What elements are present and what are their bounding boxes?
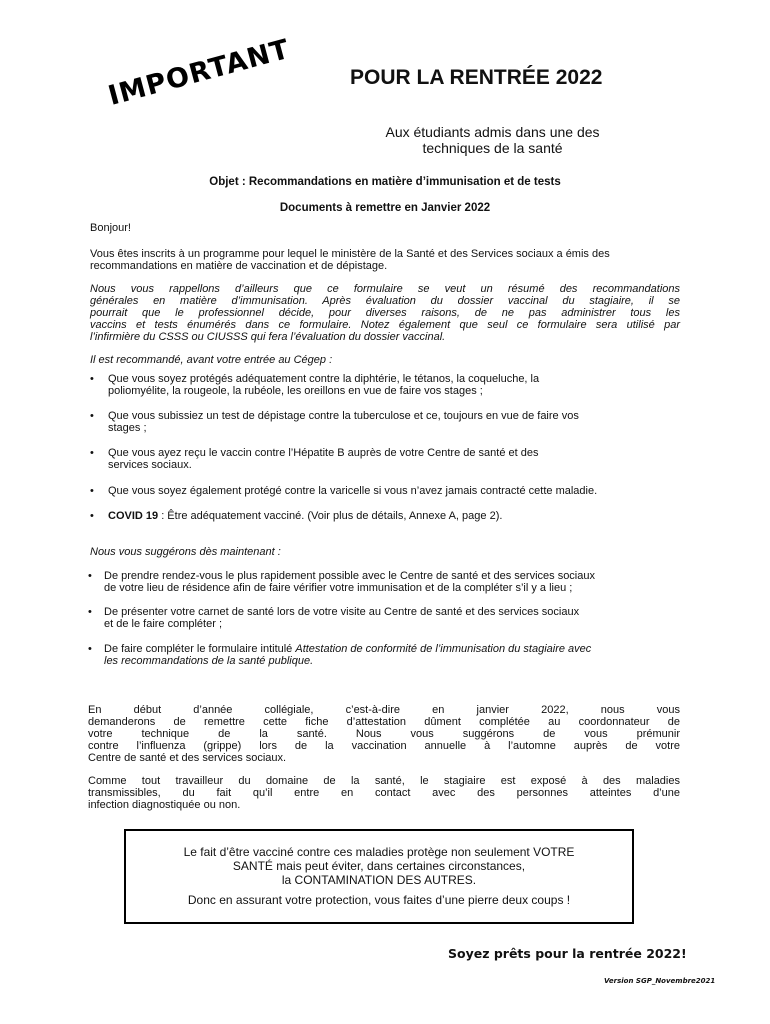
item-line: et de le faire compléter ; — [104, 618, 223, 630]
item-line: services sociaux. — [108, 459, 192, 471]
item-line: de votre lieu de résidence afin de faire vérifier votre immunisation et de la compléter s’il y a lieu ; — [104, 582, 573, 594]
reminder-line: générales en matière d’immunisation. Après évaluation du dossier vaccinal du stagiaire, il se — [90, 295, 680, 307]
subject-line: Objet : Recommandations en matière d’immunisation et de tests — [209, 176, 561, 188]
reminder-line: l’infirmière du CSSS ou CIUSSS qui fera l’évaluation du dossier vaccinal. — [90, 331, 446, 343]
bullet-icon: • — [90, 447, 94, 459]
item-line: De prendre rendez-vous le plus rapidement possible avec le Centre de santé et des services sociaux — [104, 570, 595, 582]
callout-line: Le fait d’être vacciné contre ces maladies protège non seulement VOTRE — [183, 845, 575, 859]
form-title: Attestation de conformité de l’immunisation du stagiaire avec — [295, 643, 592, 655]
bullet-icon: • — [88, 570, 92, 582]
item-line: Que vous ayez reçu le vaccin contre l’Hépatite B auprès de votre Centre de santé et des — [108, 447, 539, 459]
bullet-icon: • — [90, 485, 94, 497]
paragraph-line: contre l’influenza (grippe) lors de la vaccination annuelle à l’automne auprès de votre — [88, 740, 680, 752]
reminder-line: pourrait que le professionnel décide, pour diverses raisons, de ne pas administrer tous les — [90, 307, 680, 319]
subtitle-line: techniques de la santé — [422, 140, 563, 156]
paragraph-line: infection diagnostiquée ou non. — [88, 799, 241, 811]
intro-line: recommandations en matière de vaccination et de dépistage. — [90, 260, 388, 272]
greeting: Bonjour! — [90, 222, 131, 234]
form-title: les recommandations de la santé publique. — [104, 655, 314, 667]
worker-paragraph — [88, 775, 680, 811]
item-line: poliomyélite, la rougeole, la rubéole, les oreillons en vue de faire vos stages ; — [108, 385, 483, 397]
covid-text: : Être adéquatement vacciné. (Voir plus de détails, Annexe A, page 2). — [158, 510, 503, 522]
item-text: De faire compléter le formulaire intitulé — [104, 643, 296, 655]
january-paragraph — [88, 704, 680, 764]
vaccination-callout-box — [124, 829, 634, 924]
closing-line: Soyez prêts pour la rentrée 2022! — [448, 946, 687, 961]
reminder-line: Nous vous rappellons d’ailleurs que ce formulaire se veut un résumé des recommandations — [90, 283, 680, 295]
paragraph-line: En début d’année collégiale, c’est-à-dire en janvier 2022, nous vous — [88, 704, 680, 716]
recommended-heading: Il est recommandé, avant votre entrée au Cégep : — [90, 354, 333, 366]
covid-label: COVID 19 — [108, 510, 159, 522]
item-line: De présenter votre carnet de santé lors de votre visite au Centre de santé et des services sociaux — [104, 606, 580, 618]
callout-line: SANTÉ mais peut éviter, dans certaines circonstances, — [232, 859, 526, 873]
subtitle — [320, 124, 665, 156]
item-line: Que vous soyez protégés adéquatement contre la diphtérie, le tétanos, la coqueluche, la — [108, 373, 540, 385]
bullet-icon: • — [90, 373, 94, 385]
important-stamp: IMPORTANT — [105, 33, 294, 112]
paragraph-line: transmissibles, du fait qu’il entre en contact avec des personnes atteintes d’une — [88, 787, 680, 799]
reminder-paragraph — [90, 283, 680, 343]
bullet-icon: • — [88, 643, 92, 655]
item-line: Que vous subissiez un test de dépistage contre la tuberculose et ce, toujours en vue de faire vos — [108, 410, 579, 422]
item-line: Que vous soyez également protégé contre la varicelle si vous n’avez jamais contracté cette maladie. — [108, 485, 598, 497]
callout-line: la CONTAMINATION DES AUTRES. — [281, 873, 477, 887]
subtitle-line: Aux étudiants admis dans une des — [385, 124, 600, 140]
paragraph-line: Comme tout travailleur du domaine de la santé, le stagiaire est exposé à des maladies — [88, 775, 680, 787]
version-label: Version SGP_Novembre2021 — [604, 977, 716, 985]
item-line: stages ; — [108, 422, 147, 434]
paragraph-line: Centre de santé et des services sociaux. — [88, 752, 287, 764]
bullet-icon: • — [90, 510, 94, 522]
bullet-icon: • — [90, 410, 94, 422]
page-title: POUR LA RENTRÉE 2022 — [350, 66, 603, 89]
paragraph-line: demanderons de remettre cette fiche d’attestation dûment complétée au coordonnateur de — [88, 716, 680, 728]
paragraph-line: votre technique de la santé. Nous vous suggérons de vous prémunir — [88, 728, 680, 740]
intro-paragraph — [90, 248, 690, 272]
bullet-icon: • — [88, 606, 92, 618]
documents-line: Documents à remettre en Janvier 2022 — [279, 202, 491, 214]
intro-line: Vous êtes inscrits à un programme pour lequel le ministère de la Santé et des Services sociaux a émis des — [90, 248, 610, 260]
callout-line: Donc en assurant votre protection, vous faites d’une pierre deux coups ! — [187, 893, 571, 907]
reminder-line: vaccins et tests énumérés dans ce formulaire. Notez également que seul ce formulaire sera utilisé par — [90, 319, 680, 331]
suggest-heading: Nous vous suggérons dès maintenant : — [90, 546, 281, 558]
